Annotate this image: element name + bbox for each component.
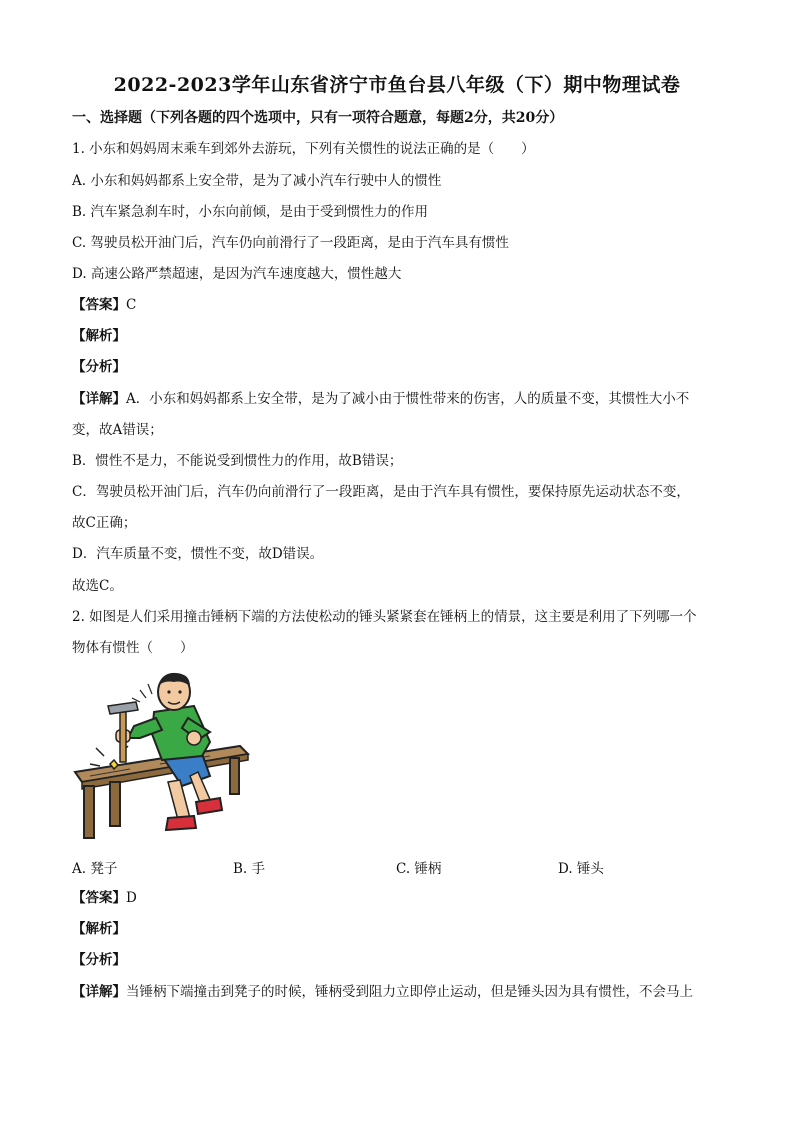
q1-detail-6: D．汽车质量不变，惯性不变，故D错误。 xyxy=(72,546,324,562)
motion-lines xyxy=(132,684,152,702)
q1-detail-1 xyxy=(72,389,732,409)
q1-fenxi-tag: 【分析】 xyxy=(72,359,126,375)
q2-detail-1 xyxy=(72,982,732,1002)
answer-tag: 【答案】 xyxy=(72,297,126,313)
q1-option-c: C. 驾驶员松开油门后，汽车仍向前滑行了一段距离，是由于汽车具有惯性 xyxy=(72,235,509,251)
q1-detail-4: C．驾驶员松开油门后，汽车仍向前滑行了一段距离，是由于汽车具有惯性，要保持原先运动状态不变， xyxy=(72,484,690,500)
page-title: 2022-2023学年山东省济宁市鱼台县八年级（下）期中物理试卷 xyxy=(113,74,681,96)
q1-answer xyxy=(72,295,732,315)
answer-value: D xyxy=(126,890,137,906)
answer-tag: 【答案】 xyxy=(72,890,126,906)
q2-option-b: B. 手 xyxy=(233,861,266,877)
q2-option-d: D. 锤头 xyxy=(558,861,604,877)
question-1-stem: 1. 小东和妈妈周末乘车到郊外去游玩，下列有关惯性的说法正确的是（ ） xyxy=(72,141,535,157)
q2-option-a: A. 凳子 xyxy=(72,861,118,877)
q2-analysis-tag: 【解析】 xyxy=(72,921,126,937)
detail-text: A．小东和妈妈都系上安全带，是为了减小由于惯性带来的伤害，人的质量不变，其惯性大小不 xyxy=(126,391,690,407)
q1-option-b: B. 汽车紧急刹车时，小东向前倾，是由于受到惯性力的作用 xyxy=(72,204,429,220)
q1-option-d: D. 高速公路严禁超速，是因为汽车速度越大，惯性越大 xyxy=(72,266,402,282)
q1-option-a: A. 小东和妈妈都系上安全带，是为了减小汽车行驶中人的惯性 xyxy=(72,173,442,189)
q1-analysis-tag: 【解析】 xyxy=(72,328,126,344)
question-2-stem-1: 2. 如图是人们采用撞击锤柄下端的方法使松动的锤头紧紧套在锤柄上的情景，这主要是利用了下列哪一个 xyxy=(72,609,697,625)
question-2-stem-2: 物体有惯性（ ） xyxy=(72,640,194,656)
detail-tag: 【详解】 xyxy=(72,984,126,1000)
section-heading: 一、选择题（下列各题的四个选项中，只有一项符合题意，每题2分，共20分） xyxy=(72,110,564,126)
q2-option-c: C. 锤柄 xyxy=(396,861,442,877)
q1-detail-7: 故选C。 xyxy=(72,578,123,594)
q2-answer xyxy=(72,888,732,908)
answer-value: C xyxy=(126,297,137,313)
q1-detail-5: 故C正确； xyxy=(72,515,137,531)
detail-tag: 【详解】 xyxy=(72,391,126,407)
q1-detail-2: 变，故A错误； xyxy=(72,422,163,438)
q1-detail-3: B．惯性不是力，不能说受到惯性力的作用，故B错误； xyxy=(72,453,403,469)
detail-text: 当锤柄下端撞击到凳子的时候，锤柄受到阻力立即停止运动，但是锤头因为具有惯性，不会马上 xyxy=(126,984,693,1000)
q2-fenxi-tag: 【分析】 xyxy=(72,952,126,968)
q2-options xyxy=(72,857,732,877)
hammer-illustration xyxy=(70,668,250,844)
